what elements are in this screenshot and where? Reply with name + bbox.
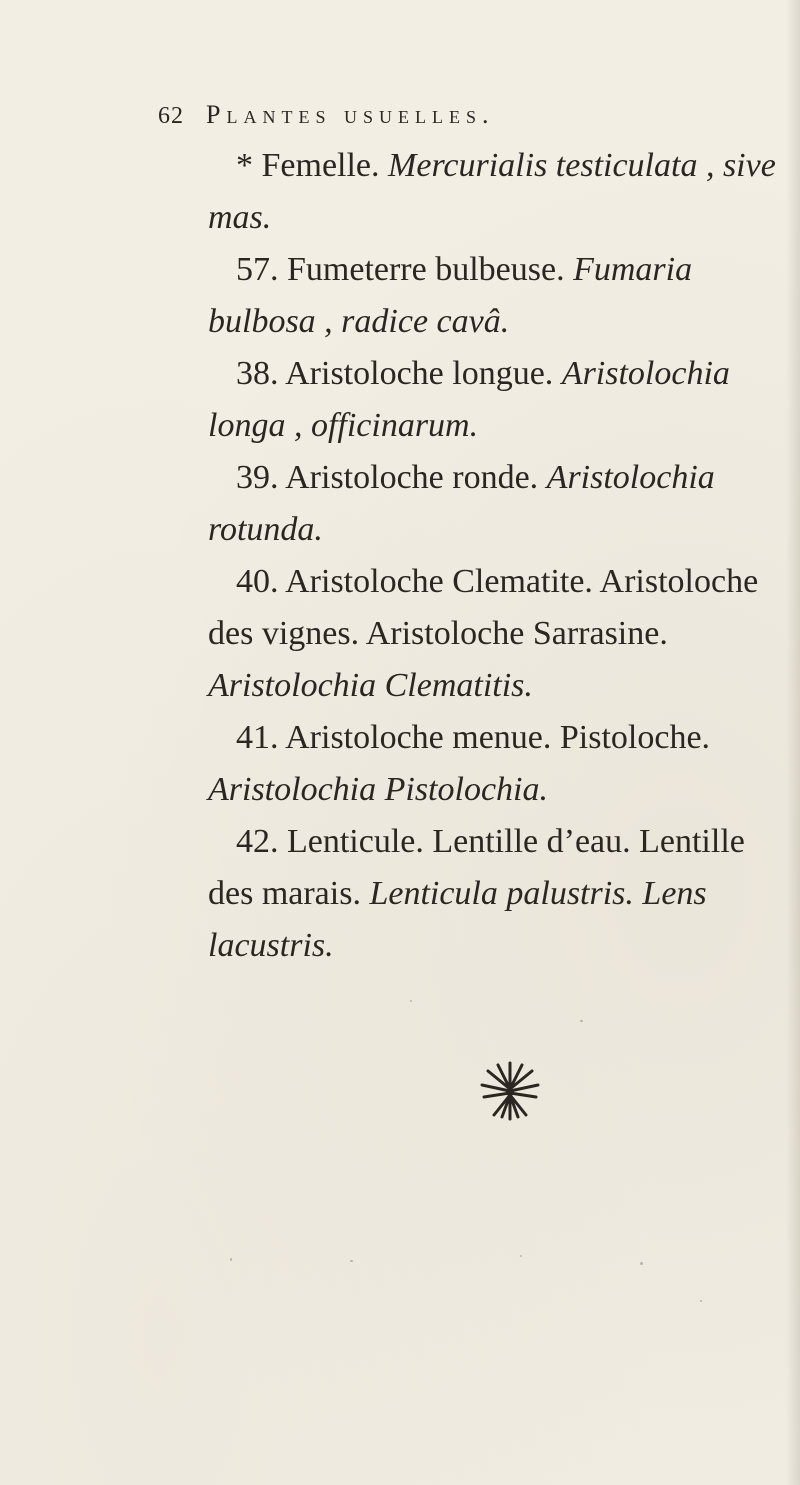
entry-femelle [208, 140, 778, 244]
entry-57 [208, 244, 778, 348]
entry-label: 39. Aristoloche ronde. [236, 459, 547, 496]
running-head [158, 100, 494, 130]
entry-latin-name: Lenticula palustris. Lens lacustris. [208, 875, 707, 964]
entry-latin-name: Fumaria bulbosa , radice cavâ. [208, 251, 693, 340]
entry-latin-name: Aristolochia Pistolochia. [208, 771, 548, 808]
entry-latin-name: Aristolochia longa , officinarum. [208, 355, 730, 444]
entry-39 [208, 452, 778, 556]
entry-latin-name: Aristolochia rotunda. [208, 459, 715, 548]
entry-label: * Femelle. [236, 147, 389, 184]
page-edge-shadow [786, 0, 800, 1485]
entry-latin-name: Aristolochia Clematitis. [208, 667, 533, 704]
entry-label: 57. Fumeterre bulbeuse. [236, 251, 574, 288]
entry-41 [208, 712, 778, 816]
entry-label: 40. Aristoloche Clematite. Aristoloche des vignes. Aristoloche Sarrasine. [208, 563, 759, 652]
entry-38 [208, 348, 778, 452]
entry-label: 41. Aristoloche menue. Pistoloche. [236, 719, 711, 756]
entry-40 [208, 556, 778, 712]
fleuron-ornament-icon [470, 1055, 550, 1125]
page-number: 62 [158, 103, 184, 129]
entry-latin-name: Mercurialis testiculata , sive mas. [208, 147, 776, 236]
text-block [208, 140, 778, 972]
header-title: Plantes usuelles. [206, 100, 495, 129]
entry-42 [208, 816, 778, 972]
entry-label: 42. Lenticule. Lentille d’eau. Lentille des marais. [208, 823, 745, 912]
entry-label: 38. Aristoloche longue. [236, 355, 562, 392]
